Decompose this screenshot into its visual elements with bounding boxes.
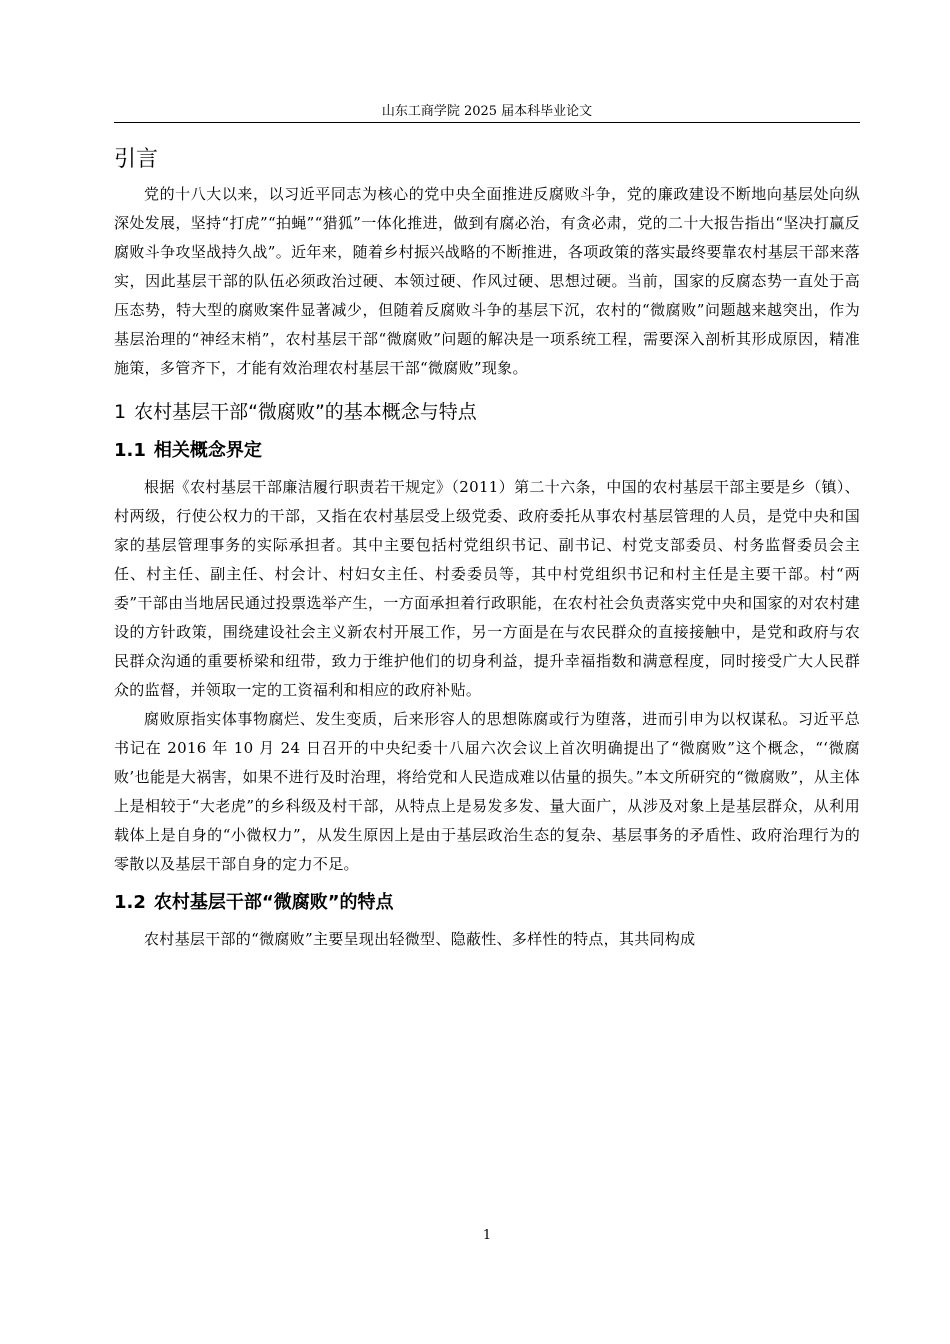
header-rule <box>114 122 860 123</box>
section-1-2-paragraph: 农村基层干部的“微腐败”主要呈现出轻微型、隐蔽性、多样性的特点，其共同构成 <box>144 930 696 948</box>
section-1-1-title: 相关概念界定 <box>153 440 262 461</box>
chapter-1-title: 农村基层干部“微腐败”的基本概念与特点 <box>134 401 477 423</box>
running-header: 山东工商学院 2025 届本科毕业论文 <box>381 104 593 119</box>
section-1-1-number: 1.1 <box>114 440 146 461</box>
section-1-2-heading <box>114 889 860 917</box>
section-1-2-title: 农村基层干部“微腐败”的特点 <box>153 892 394 913</box>
chapter-1-heading <box>114 397 860 427</box>
section-1-1-heading <box>114 437 860 465</box>
intro-paragraph: 党的十八大以来，以习近平同志为核心的党中央全面推进反腐败斗争，党的廉政建设不断地向基层处向纵深处发展，坚持“打虎”“拍蝇”“猎狐”一体化推进，做到有腐必治，有贪必肃，党的二十大报告指出“坚决打赢反腐败斗争攻坚战持久战”。近年来，随着乡村振兴战略的不断推进，各项政策的落实最终要靠农村基层干部来落实，因此基层干部的队伍必须政治过硬、本领过硬、作风过硬、思想过硬。当前，国家的反腐态势一直处于高压态势，特大型的腐败案件显著减少，但随着反腐败斗争的基层下沉，农村的“微腐败”问题越来越突出，作为基层治理的“神经末梢”，农村基层干部“微腐败”问题的解决是一项系统工程，需要深入剖析其形成原因，精准施策，多管齐下，才能有效治理农村基层干部“微腐败”现象。 <box>114 185 860 377</box>
page-number: 1 <box>482 1228 492 1243</box>
section-1-1-paragraph-2: 腐败原指实体事物腐烂、发生变质，后来形容人的思想陈腐或行为堕落，进而引申为以权谋私。习近平总书记在 2016 年 10 月 24 日召开的中央纪委十八届六次会议上首次明确提出了“微腐败”这个概念，“‘微腐败’也能是大祸害，如果不进行及时治理，将给党和人民造成难以估量的损失。”本文所研究的“微腐败”，从主体上是相较于“大老虎”的乡科级及村干部，从特点上是易发多发、量大面广，从涉及对象上是基层群众，从利用载体上是自身的“小微权力”，从发生原因上是由于基层政治生态的复杂、基层事务的矛盾性、政府治理行为的零散以及基层干部自身的定力不足。 <box>114 710 860 873</box>
section-1-2-number: 1.2 <box>114 892 146 913</box>
document-body <box>114 138 860 954</box>
section-1-1-paragraph-1: 根据《农村基层干部廉洁履行职责若干规定》（2011）第二十六条，中国的农村基层干部主要是乡（镇）、村两级，行使公权力的干部，又指在农村基层受上级党委、政府委托从事农村基层管理的人员，是党中央和国家的基层管理事务的实际承担者。其中主要包括村党组织书记、副书记、村党支部委员、村务监督委员会主任、村主任、副主任、村会计、村妇女主任、村委委员等，其中村党组织书记和村主任是主要干部。村“两委”干部由当地居民通过投票选举产生，一方面承担着行政职能，在农村社会负责落实党中央和国家的对农村建设的方针政策，围绕建设社会主义新农村开展工作，另一方面是在与农民群众的直接接触中，是党和政府与农民群众沟通的重要桥梁和纽带，致力于维护他们的切身利益，提升幸福指数和满意程度，同时接受广大人民群众的监督，并领取一定的工资福利和相应的政府补贴。 <box>114 478 860 699</box>
intro-heading: 引言 <box>114 147 159 172</box>
chapter-1-number: 1 <box>114 401 127 423</box>
